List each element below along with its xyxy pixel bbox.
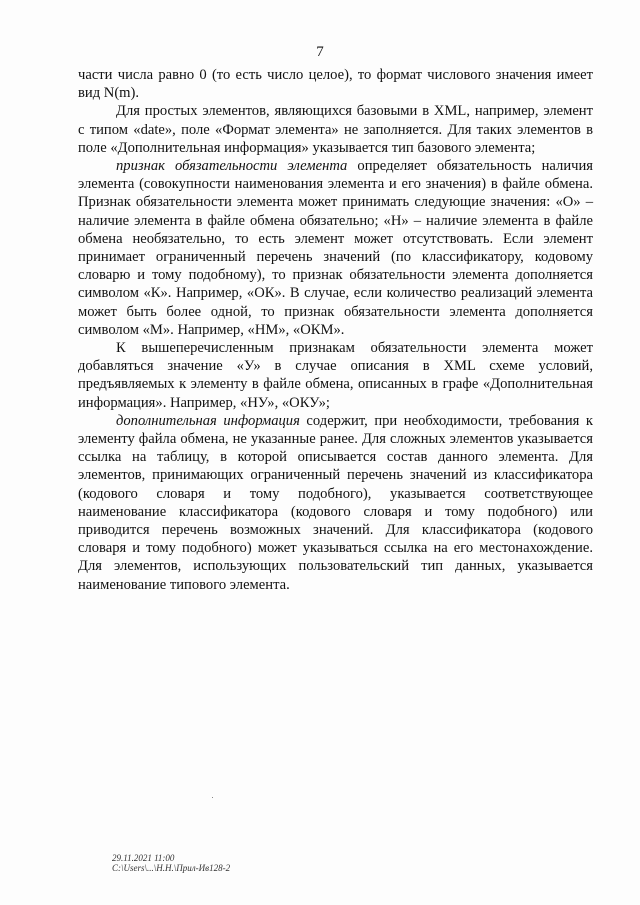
paragraph	[78, 66, 593, 102]
document-body	[78, 66, 593, 594]
italic-term: признак обязательности элемента	[116, 158, 348, 175]
paragraph-text: части числа равно 0 (то есть число целое), то формат числового значения имеет вид N(m).	[78, 67, 593, 102]
page-number: 7	[316, 44, 324, 60]
footer-stamp	[112, 853, 230, 873]
scan-speck	[212, 797, 213, 798]
paragraph-text: К вышеперечисленным признакам обязательности элемента может добавляться значение «У» в случае описания в XML схеме условий, предъявляемых к элементу в файле обмена, описанных в графе «Дополнительная информация». Например, «НУ», «ОКУ»;	[78, 340, 593, 411]
footer-path: C:\Users\...\Н.Н.\Прил-Ив128-2	[112, 863, 231, 873]
paragraph-text: Для простых элементов, являющихся базовыми в XML, например, элемент с типом «date», поле «Формат элемента» не заполняется. Для таких элементов в поле «Дополнительная информация» указывается тип базового элемента;	[78, 103, 593, 156]
paragraph-text: содержит, при необходимости, требования к элементу файла обмена, не указанные ранее. Для сложных элементов указывается ссылка на таблицу, в которой описывается состав данного элемента. Для элементов, принимающих ограниченный перечень значений из классификатора (кодового словаря и тому подобного), указывается соответствующее наименование классификатора (кодового словаря и тому подобного) или приводится перечень возможных значений. Для классификатора (кодового словаря и тому подобного) может указываться ссылка на его местонахождение. Для элементов, использующих пользовательский тип данных, указывается наименование типового элемента.	[78, 412, 594, 593]
footer-date: 29.11.2021 11:00	[112, 853, 175, 863]
paragraph	[78, 412, 593, 594]
paragraph	[78, 102, 593, 157]
paragraph-text: определяет обязательность наличия элемента (совокупности наименования элемента и его значения) в файле обмена. Признак обязательности элемента может принимать следующие значения: «О» – наличие элемента в файле обмена обязательно; «Н» – наличие элемента в файле обмена необязательно, то есть элемент может отсутствовать. Если элемент принимает ограниченный перечень значений (по классификатору, кодовому словарю и тому подобному), то признак обязательности элемента дополняется символом «К». Например, «ОК». В случае, если количество реализаций элемента может быть более одной, то признак обязательности элемента дополняется символом «М». Например, «НМ», «ОКМ».	[78, 158, 593, 338]
paragraph	[78, 339, 593, 412]
italic-term: дополнительная информация	[116, 412, 300, 429]
paragraph	[78, 157, 593, 339]
